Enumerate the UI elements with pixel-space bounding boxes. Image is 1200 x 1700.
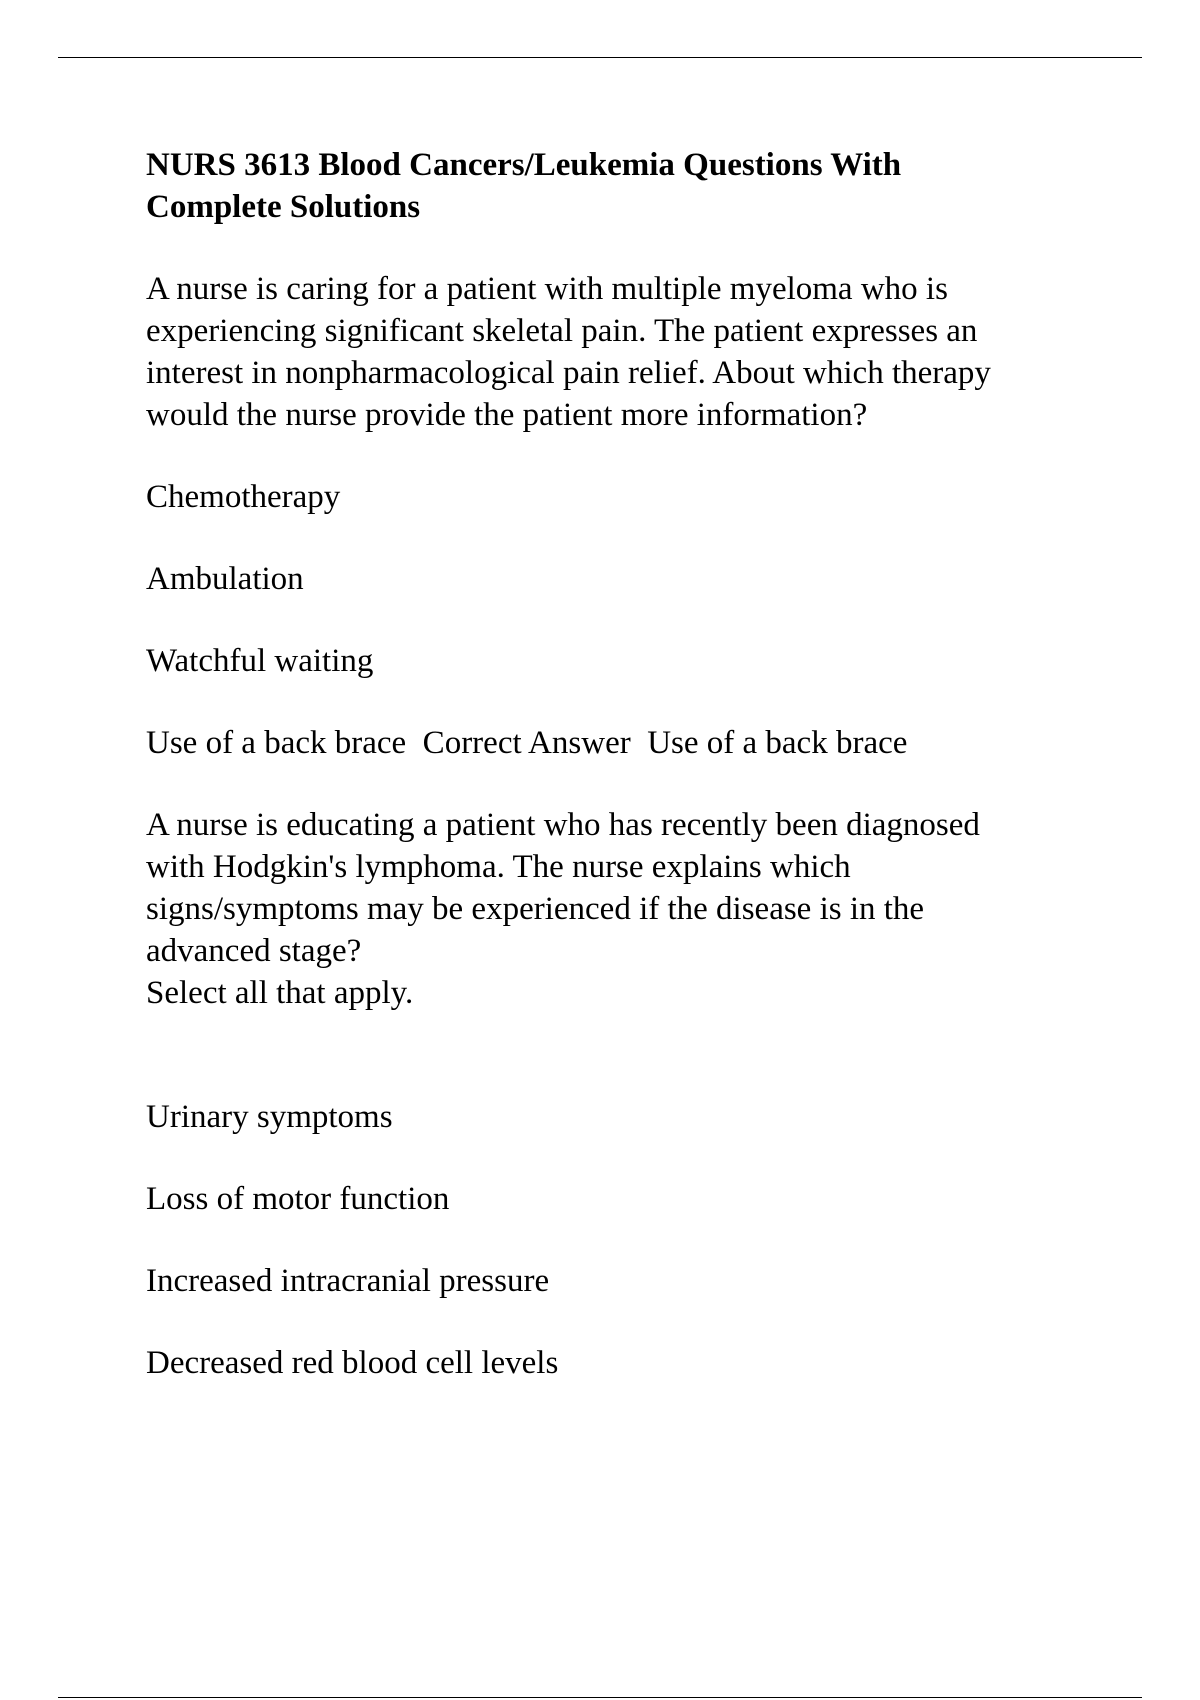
blank-line bbox=[146, 1014, 1106, 1056]
stem-line: experiencing significant skeletal pain. The patient expresses an bbox=[146, 313, 978, 349]
title-line: Complete Solutions bbox=[146, 189, 421, 225]
question-2-stem bbox=[146, 804, 1106, 1056]
bottom-rule bbox=[58, 1697, 1142, 1698]
question-1-option: Watchful waiting bbox=[146, 643, 374, 679]
stem-line: advanced stage? bbox=[146, 933, 362, 969]
question-2-option: Urinary symptoms bbox=[146, 1099, 393, 1135]
stem-line: A nurse is caring for a patient with multiple myeloma who is bbox=[146, 271, 948, 307]
document-body bbox=[146, 144, 1106, 1424]
question-1-option: Ambulation bbox=[146, 561, 304, 597]
stem-line: with Hodgkin's lymphoma. The nurse explains which bbox=[146, 849, 851, 885]
stem-line: A nurse is educating a patient who has recently been diagnosed bbox=[146, 807, 980, 843]
question-1-option: Chemotherapy bbox=[146, 479, 341, 515]
title-line: NURS 3613 Blood Cancers/Leukemia Questions With bbox=[146, 147, 902, 183]
question-2-option: Loss of motor function bbox=[146, 1181, 450, 1217]
question-2-option: Increased intracranial pressure bbox=[146, 1263, 550, 1299]
question-2-option: Decreased red blood cell levels bbox=[146, 1345, 559, 1381]
document-title bbox=[146, 144, 1106, 228]
question-1-answer: Use of a back brace Correct Answer Use of a back brace bbox=[146, 725, 908, 761]
top-rule bbox=[58, 57, 1142, 58]
stem-line: interest in nonpharmacological pain relief. About which therapy bbox=[146, 355, 991, 391]
stem-line: signs/symptoms may be experienced if the disease is in the bbox=[146, 891, 925, 927]
stem-line: Select all that apply. bbox=[146, 975, 414, 1011]
question-1-stem bbox=[146, 268, 1106, 436]
stem-line: would the nurse provide the patient more information? bbox=[146, 397, 868, 433]
